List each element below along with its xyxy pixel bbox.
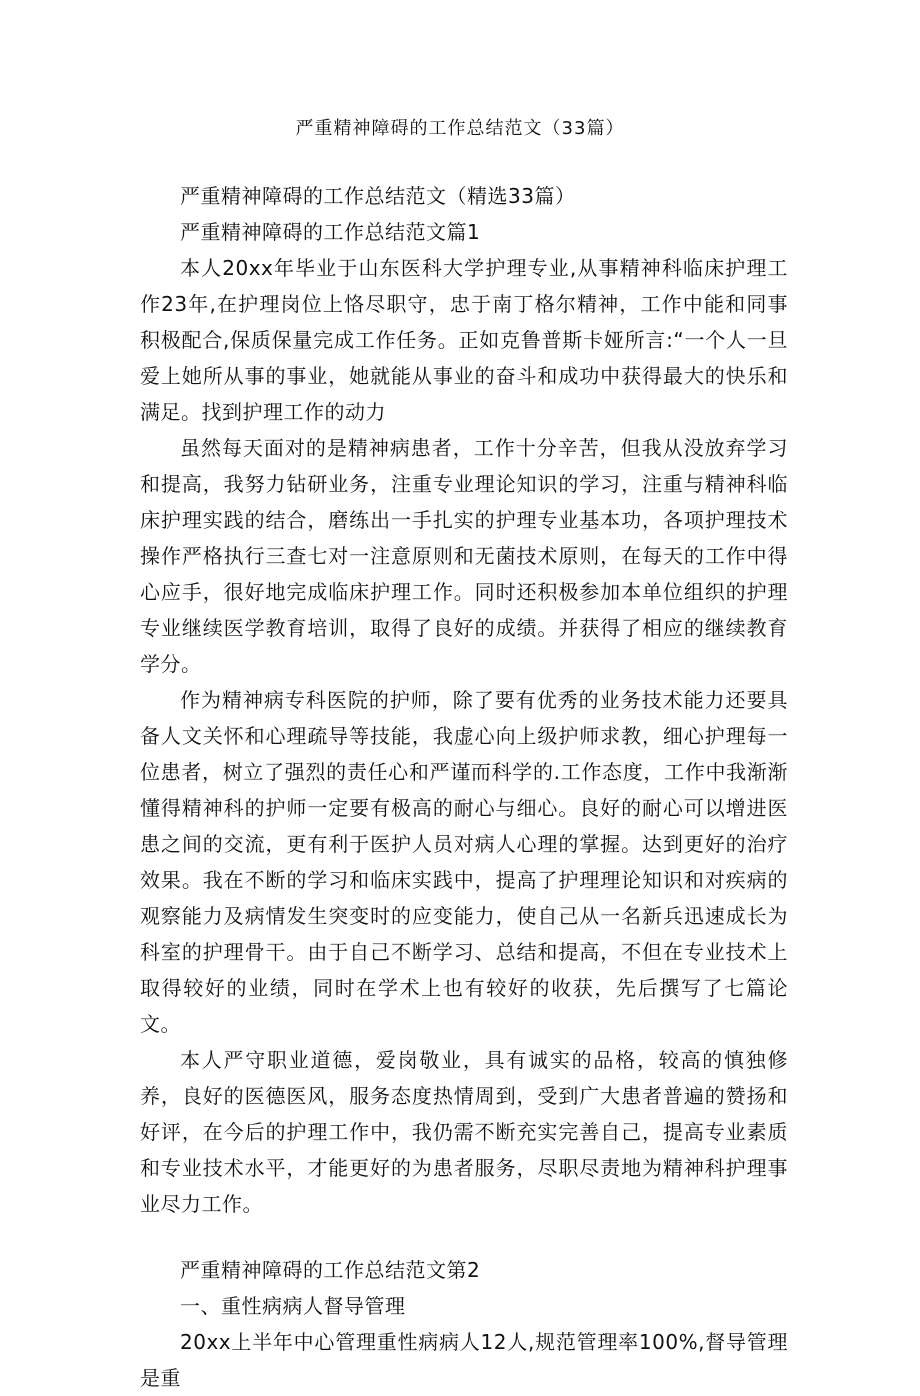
section-2-paragraph-1: 20xx上半年中心管理重性病病人12人,规范管理率100%,督导管理是重	[140, 1330, 788, 1390]
section-1-paragraph-3: 作为精神病专科医院的护师，除了要有优秀的业务技术能力还要具备人文关怀和心理疏导等技能，我虚心向上级护师求教，细心护理每一位患者，树立了强烈的责任心和严谨而科学的.工作态度，工作中我渐渐懂得精神科的护师一定要有极高的耐心与细心。良好的耐心可以增进医患之间的交流，更有利于医护人员对病人心理的掌握。达到更好的治疗效果。我在不断的学习和临床实践中，提高了护理理论知识和对疾病的观察能力及病情发生突变时的应变能力，使自己从一名新兵迅速成长为科室的护理骨干。由于自己不断学习、总结和提高，不但在专业技术上取得较好的业绩，同时在学术上也有较好的收获，先后撰写了七篇论文。	[140, 688, 788, 1036]
document-title: 严重精神障碍的工作总结范文（33篇）	[295, 118, 625, 139]
section-2-subheading: 一、重性病病人督导管理	[180, 1294, 406, 1318]
section-1-paragraph-4: 本人严守职业道德，爱岗敬业，具有诚实的品格，较高的慎独修养，良好的医德医风，服务态度热情周到，受到广大患者普遍的赞扬和好评，在今后的护理工作中，我仍需不断充实完善自己，提高专业素质和专业技术水平，才能更好的为患者服务，尽职尽责地为精神科护理事业尽力工作。	[140, 1048, 788, 1216]
section-2-heading: 严重精神障碍的工作总结范文第2	[180, 1258, 481, 1282]
section-1-paragraph-1: 本人20xx年毕业于山东医科大学护理专业,从事精神科临床护理工作23年,在护理岗位上恪尽职守，忠于南丁格尔精神，工作中能和同事积极配合,保质保量完成工作任务。正如克鲁普斯卡娅所言:“一个人一旦爱上她所从事的事业，她就能从事业的奋斗和成功中获得最大的快乐和满足。找到护理工作的动力	[140, 256, 788, 424]
section-1-paragraph-2: 虽然每天面对的是精神病患者，工作十分辛苦，但我从没放弃学习和提高，我努力钻研业务，注重专业理论知识的学习，注重与精神科临床护理实践的结合，磨练出一手扎实的护理专业基本功，各项护理技术操作严格执行三查七对一注意原则和无菌技术原则，在每天的工作中得心应手，很好地完成临床护理工作。同时还积极参加本单位组织的护理专业继续医学教育培训，取得了良好的成绩。并获得了相应的继续教育学分。	[140, 436, 788, 676]
document-subtitle: 严重精神障碍的工作总结范文（精选33篇）	[180, 184, 576, 208]
section-1-heading: 严重精神障碍的工作总结范文篇1	[180, 220, 481, 244]
document-body	[140, 178, 788, 1396]
section-spacer	[140, 1222, 788, 1252]
